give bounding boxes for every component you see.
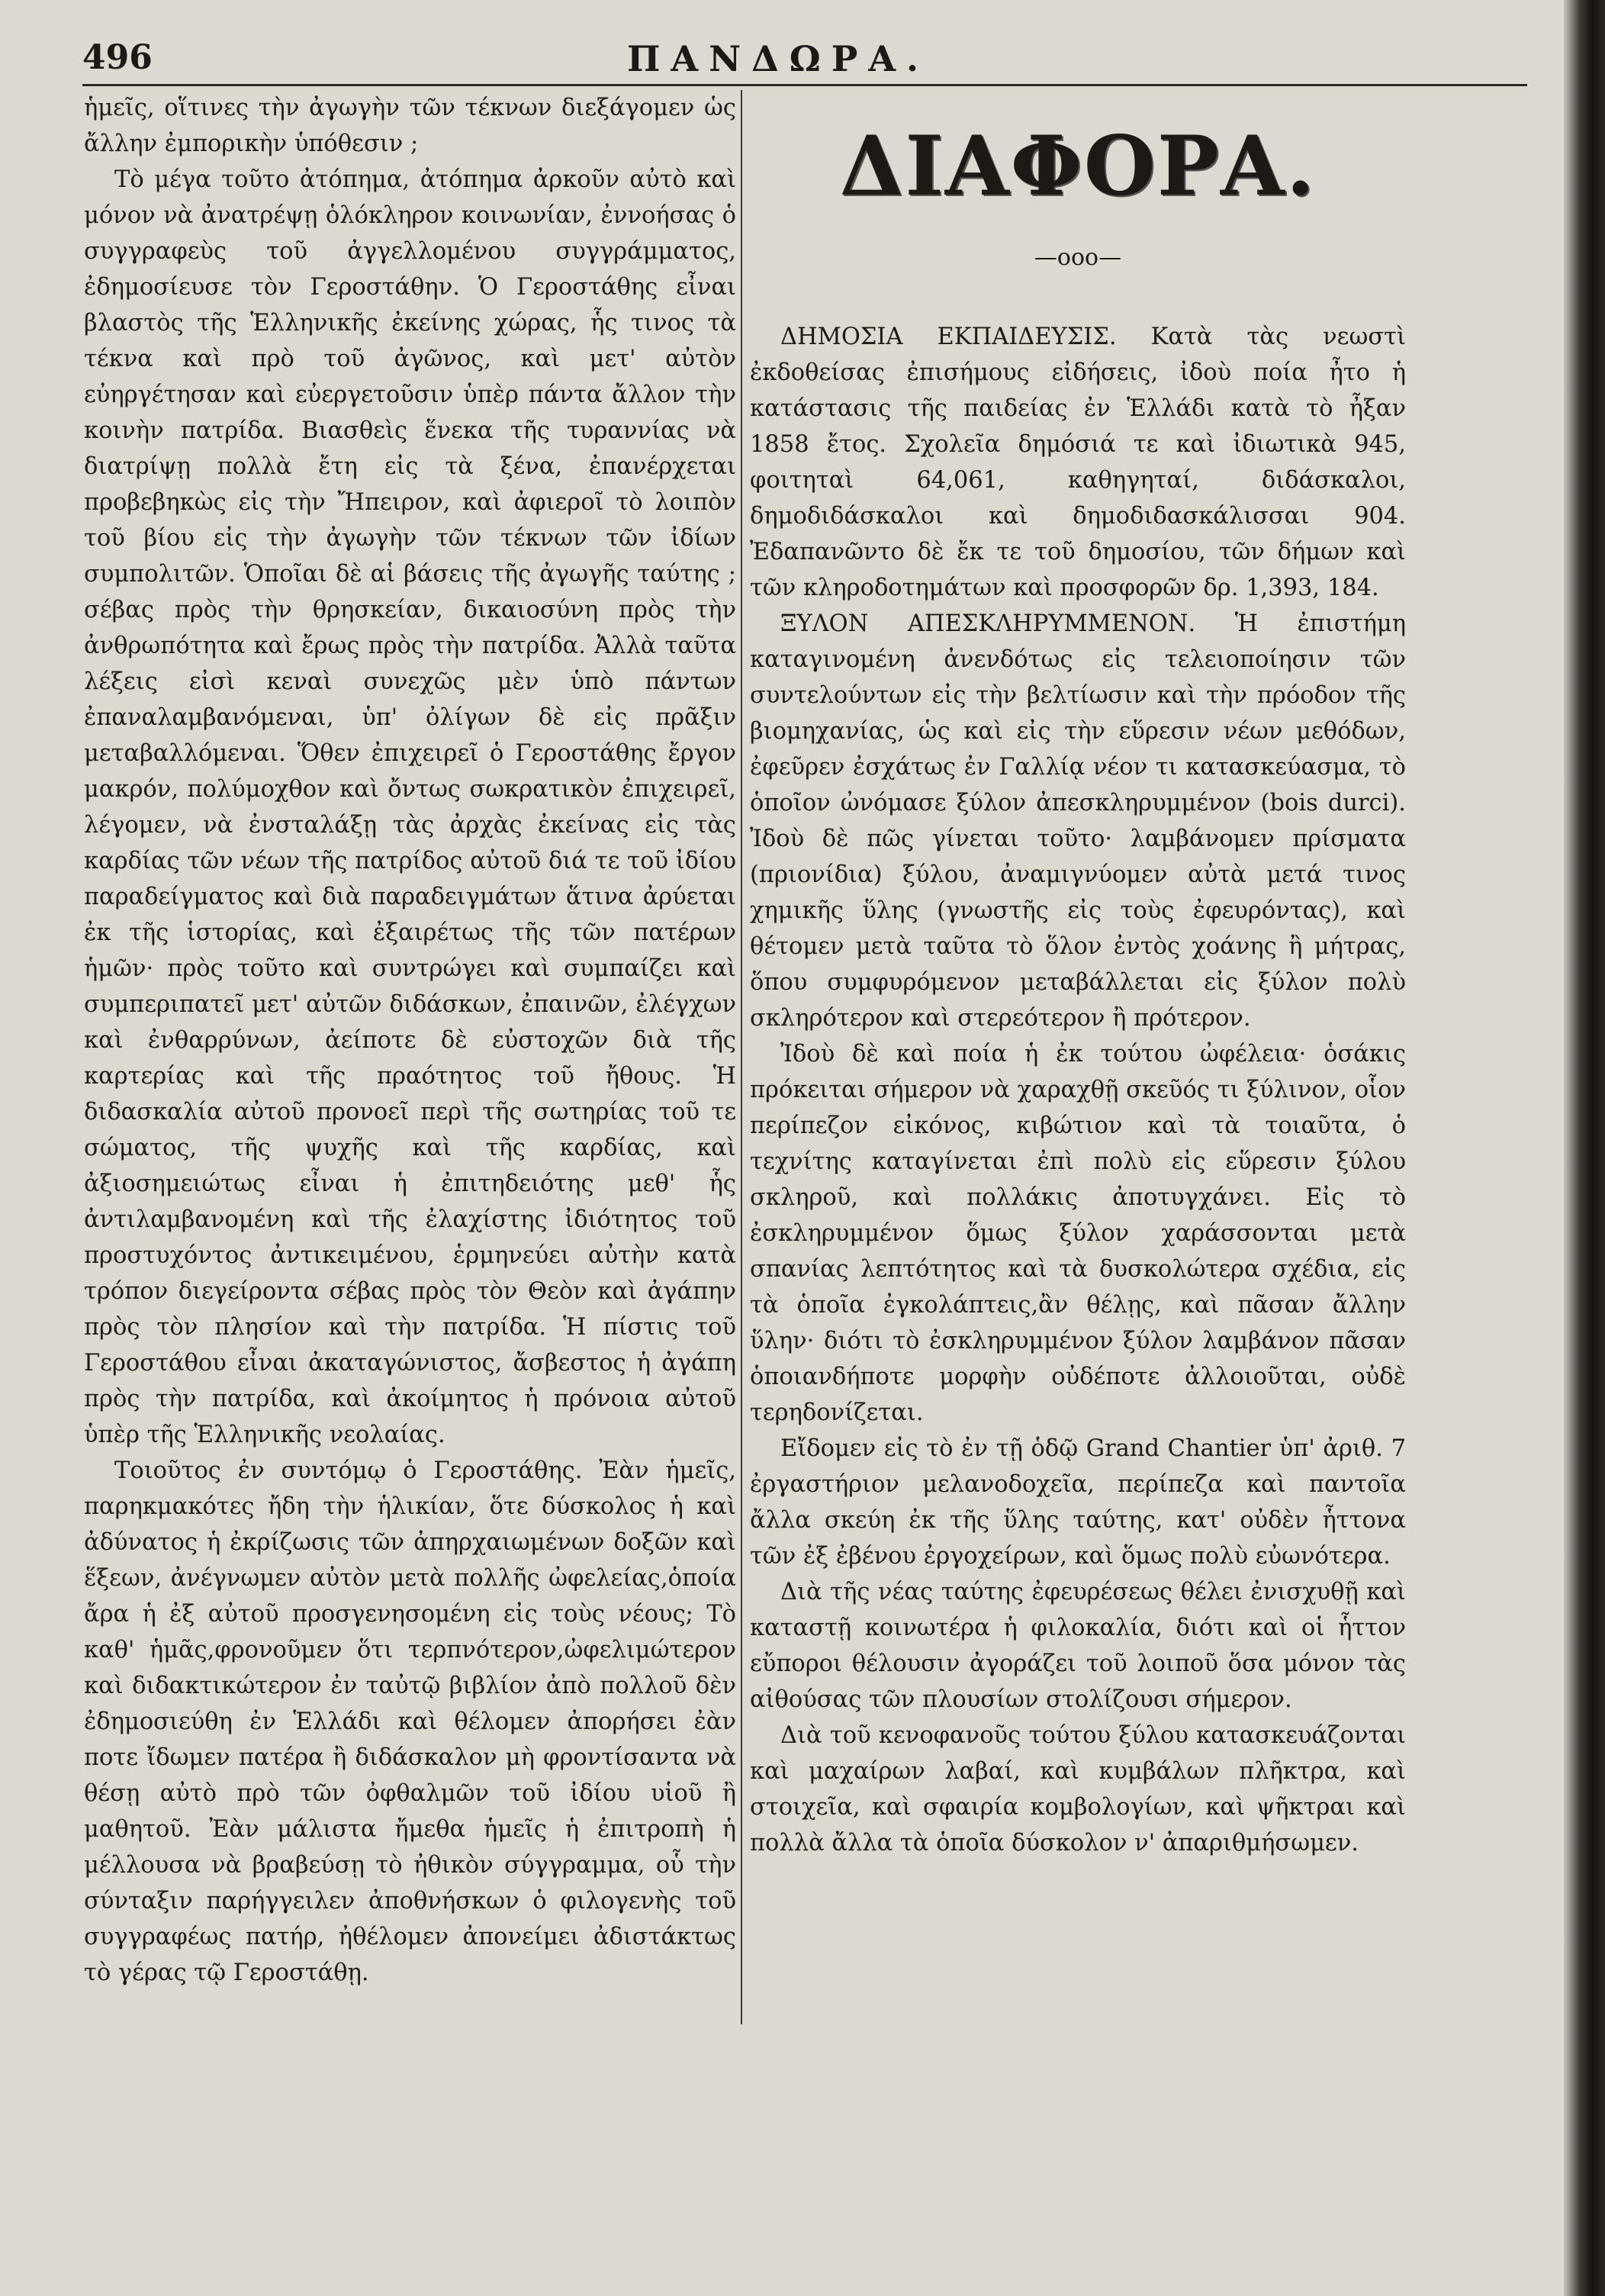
left-paragraph-1: ἡμεῖς, οἵτινες τὴν ἀγωγὴν τῶν τέκνων διεξάγομεν ὡς ἄλλην ἐμπορικὴν ὑπόθεσιν ; [84,95,736,157]
right-paragraph-4: Εἴδομεν εἰς τὸ ἐν τῇ ὁδῷ Grand Chantier ὑπ' ἀριθ. 7 ἐργαστήριον μελανοδοχεῖα, περίπεζα καὶ παντοῖα ἄλλα σκεύη ἐκ τῆς ὕλης ταύτης, κατ' οὐδὲν ἧττονα τῶν ἐξ ἐβένου ἐργοχείρων, καὶ ὅμως πολὺ εὐωνότερα. [750,1435,1406,1570]
column-divider [741,90,742,2024]
page-binding-edge [1564,0,1605,2296]
left-paragraph-3: Τοιοῦτος ἐν συντόμῳ ὁ Γεροστάθης. Ἐὰν ἡμεῖς, παρηκμακότες ἤδη τὴν ἡλικίαν, ὅτε δύσκολος ἡ καὶ ἀδύνατος ἡ ἐκρίζωσις τῶν ἀπηρχαιωμένων δοξῶν καὶ ἕξεων, ἀνέγνωμεν αὐτὸν μετὰ πολλῆς ὠφελείας,ὁποία ἄρα ἡ ἐξ αὐτοῦ προσγενησομένη εἰς τοὺς νέους; Τὸ καθ' ἡμᾶς,φρονοῦμεν ὅτι τερπνότερον,ὠφελιμώτερον καὶ διδακτικώτερον ἐν ταὐτῷ βιβλίον ἀπὸ πολλοῦ δὲν ἐδημοσιεύθη ἐν Ἑλλάδι καὶ θέλομεν ἀπορήσει ἐὰν ποτε ἴδωμεν πατέρα ἢ διδάσκαλον μὴ φροντίσαντα νὰ θέσῃ αὐτὸ πρὸ τῶν ὀφθαλμῶν τοῦ ἰδίου υἱοῦ ἢ μαθητοῦ. Ἐὰν μάλιστα ἤμεθα ἡμεῖς ἡ ἐπιτροπὴ ἡ μέλλουσα νὰ βραβεύσῃ τὸ ἠθικὸν σύγγραμμα, οὗ τὴν σύνταξιν παρήγγειλεν ἀποθνήσκων ὁ φιλογενὴς τοῦ συγγραφέως πατήρ, ἠθέλομεν ἀπονείμει ἀδιστάκτως τὸ γέρας τῷ Γεροστάθῃ. [84,1457,736,1986]
ornament-separator: —ooo— [1034,244,1122,271]
right-paragraph-5: Διὰ τῆς νέας ταύτης ἐφευρέσεως θέλει ἐνισχυθῇ καὶ καταστῇ κοινωτέρα ἡ φιλοκαλία, διότι καὶ οἱ ἧττον εὔποροι θέλουσιν ἀγοράζει τοῦ λοιποῦ ὅσα μόνον τὰς αἰθούσας τῶν πλουσίων στολίζουσι σήμερον. [750,1579,1406,1713]
left-column [84,90,736,1991]
right-paragraph-3: Ἰδοὺ δὲ καὶ ποία ἡ ἐκ τούτου ὠφέλεια· ὁσάκις πρόκειται σήμερον νὰ χαραχθῇ σκεῦός τι ξύλινον, οἷον περίπεζον εἰκόνος, κιβώτιον καὶ τὰ τοιαῦτα, ὁ τεχνίτης καταγίνεται ἐπὶ πολὺ εἰς εὕρεσιν ξύλου σκληροῦ, καὶ πολλάκις ἀποτυγχάνει. Εἰς τὸ ἐσκληρυμμένον ὅμως ξύλον χαράσσονται μετὰ σπανίας λεπτότητος καὶ τὰ δυσκολώτερα σχέδια, εἰς τὰ ὁποῖα ἐγκολάπτεις,ἂν θέλῃς, καὶ πᾶσαν ἄλλην ὕλην· διότι τὸ ἐσκληρυμμένον ξύλον λαμβάνον πᾶσαν ὁποιανδήποτε μορφὴν οὐδέποτε ἀλλοιοῦται, οὐδὲ τερηδονίζεται. [750,1041,1406,1426]
right-paragraph-1: ΔΗΜΟΣΙΑ ΕΚΠΑΙΔΕΥΣΙΣ. Κατὰ τὰς νεωστὶ ἐκδοθείσας ἐπισήμους εἰδήσεις, ἰδοὺ ποία ἦτο ἡ κατάστασις τῆς παιδείας ἐν Ἑλλάδι κατὰ τὸ ἦξαν 1858 ἔτος. Σχολεῖα δημόσιά τε καὶ ἰδιωτικὰ 945, φοιτηταὶ 64,061, καθηγηταί, διδάσκαλοι, δημοδιδάσκαλοι καὶ δημοδιδασκάλισσαι 904. Ἐδαπανῶντο δὲ ἔκ τε τοῦ δημοσίου, τῶν δήμων καὶ τῶν κληροδοτημάτων καὶ προσφορῶν δρ. 1,393, 184. [750,324,1406,601]
running-title: ΠΑΝΔΩΡΑ. [626,38,930,79]
header-rule [82,84,1527,86]
left-paragraph-2: Τὸ μέγα τοῦτο ἀτόπημα, ἀτόπημα ἀρκοῦν αὐτὸ καὶ μόνον νὰ ἀνατρέψῃ ὁλόκληρον κοινωνίαν, ἐννοήσας ὁ συγγραφεὺς τοῦ ἀγγελλομένου συγγράμματος, ἐδημοσίευσε τὸν Γεροστάθην. Ὁ Γεροστάθης εἶναι βλαστὸς τῆς Ἑλληνικῆς ἐκείνης χώρας, ἧς τινος τὰ τέκνα καὶ πρὸ τοῦ ἀγῶνος, καὶ μετ' αὐτὸν εὐηργέτησαν καὶ εὐεργετοῦσιν ὑπὲρ πάντα ἄλλον τὴν κοινὴν πατρίδα. Βιασθεὶς ἕνεκα τῆς τυραννίας νὰ διατρίψῃ πολλὰ ἔτη εἰς τὰ ξένα, ἐπανέρχεται προβεβηκὼς εἰς τὴν Ἤπειρον, καὶ ἀφιεροῖ τὸ λοιπὸν τοῦ βίου εἰς τὴν ἀγωγὴν τῶν τέκνων τῶν ἰδίων συμπολιτῶν. Ὁποῖαι δὲ αἱ βάσεις τῆς ἀγωγῆς ταύτης ; σέβας πρὸς τὴν θρησκείαν, δικαιοσύνη πρὸς τὴν ἀνθρωπότητα καὶ ἔρως πρὸς τὴν πατρίδα. Ἀλλὰ ταῦτα λέξεις εἰσὶ κεναὶ συνεχῶς μὲν ὑπὸ πάντων ἐπαναλαμβανόμεναι, ὑπ' ὀλίγων δὲ εἰς πρᾶξιν μεταβαλλόμεναι. Ὅθεν ἐπιχειρεῖ ὁ Γεροστάθης ἔργον μακρόν, πολύμοχθον καὶ ὄντως σωκρατικὸν ἐπιχειρεῖ, λέγομεν, νὰ ἐνσταλάξῃ τὰς ἀρχὰς ἐκείνας εἰς τὰς καρδίας τῶν νέων τῆς πατρίδος αὐτοῦ διά τε τοῦ ἰδίου παραδείγματος καὶ διὰ παραδειγμάτων ἅτινα ἀρύεται ἐκ τῆς ἱστορίας, καὶ ἐξαιρέτως τῆς τῶν πατέρων ἡμῶν· πρὸς τοῦτο καὶ συντρώγει καὶ συμπαίζει καὶ συμπεριπατεῖ μετ' αὐτῶν διδάσκων, ἐπαινῶν, ἐλέγχων καὶ ἐνθαρρύνων, ἀείποτε δὲ εὐστοχῶν διὰ τῆς καρτερίας καὶ τῆς πραότητος τοῦ ἤθους. Ἡ διδασκαλία αὐτοῦ προνοεῖ περὶ τῆς σωτηρίας τοῦ τε σώματος, τῆς ψυχῆς καὶ τῆς καρδίας, καὶ ἀξιοσημειώτως εἶναι ἡ ἐπιτηδειότης μεθ' ἧς ἀντιλαμβανομένη καὶ τῆς ἐλαχίστης ἰδιότητος τοῦ προστυχόντος ἀντικειμένου, ἑρμηνεύει αὐτὴν κατὰ τρόπον διεγείροντα σέβας πρὸς τὸν Θεὸν καὶ ἀγάπην πρὸς τὸν πλησίον καὶ τὴν πατρίδα. Ἡ πίστις τοῦ Γεροστάθου εἶναι ἀκαταγώνιστος, ἄσβεστος ἡ ἀγάπη πρὸς τὴν πατρίδα, καὶ ἀκοίμητος ἡ πρόνοια αὐτοῦ ὑπὲρ τῆς Ἑλληνικῆς νεολαίας. [84,166,736,1448]
section-heading: ΔΙΑΦΟΡΑ. [839,118,1317,214]
page-number: 496 [82,38,153,77]
right-paragraph-6: Διὰ τοῦ κενοφανοῦς τούτου ξύλου κατασκευάζονται καὶ μαχαίρων λαβαί, καὶ κυμβάλων πλῆκτρα, καὶ στοιχεῖα, καὶ σφαιρία κομβολογίων, καὶ ψῆκτραι καὶ πολλὰ ἄλλα τὰ ὁποῖα δύσκολον ν' ἀπαριθμήσωμεν. [750,1722,1406,1856]
right-paragraph-2: ΞΥΛΟΝ ΑΠΕΣΚΛΗΡΥΜΜΕΝΟΝ. Ἡ ἐπιστήμη καταγινομένη ἀνενδότως εἰς τελειοποίησιν τῶν συντελούντων εἰς τὴν βελτίωσιν καὶ τὴν πρόοδον τῆς βιομηχανίας, ὡς καὶ εἰς τὴν εὕρεσιν νέων μεθόδων, ἐφεῦρεν ἐσχάτως ἐν Γαλλίᾳ νέον τι κατασκεύασμα, τὸ ὁποῖον ὠνόμασε ξύλον ἀπεσκληρυμμένον (bois durci). Ἰδοὺ δὲ πῶς γίνεται τοῦτο· λαμβάνομεν πρίσματα (πριονίδια) ξύλου, ἀναμιγνύομεν αὐτὰ μετά τινος χημικῆς ὕλης (γνωστῆς εἰς τοὺς ἐφευρόντας), καὶ θέτομεν μετὰ ταῦτα τὸ ὅλον ἐντὸς χοάνης ἢ μήτρας, ὅπου συμφυρόμενον μεταβάλλεται εἰς ξύλον πολὺ σκληρότερον καὶ στερεότερον ἢ πρότερον. [750,610,1406,1032]
right-column [750,90,1406,1861]
page-header [0,38,1526,84]
